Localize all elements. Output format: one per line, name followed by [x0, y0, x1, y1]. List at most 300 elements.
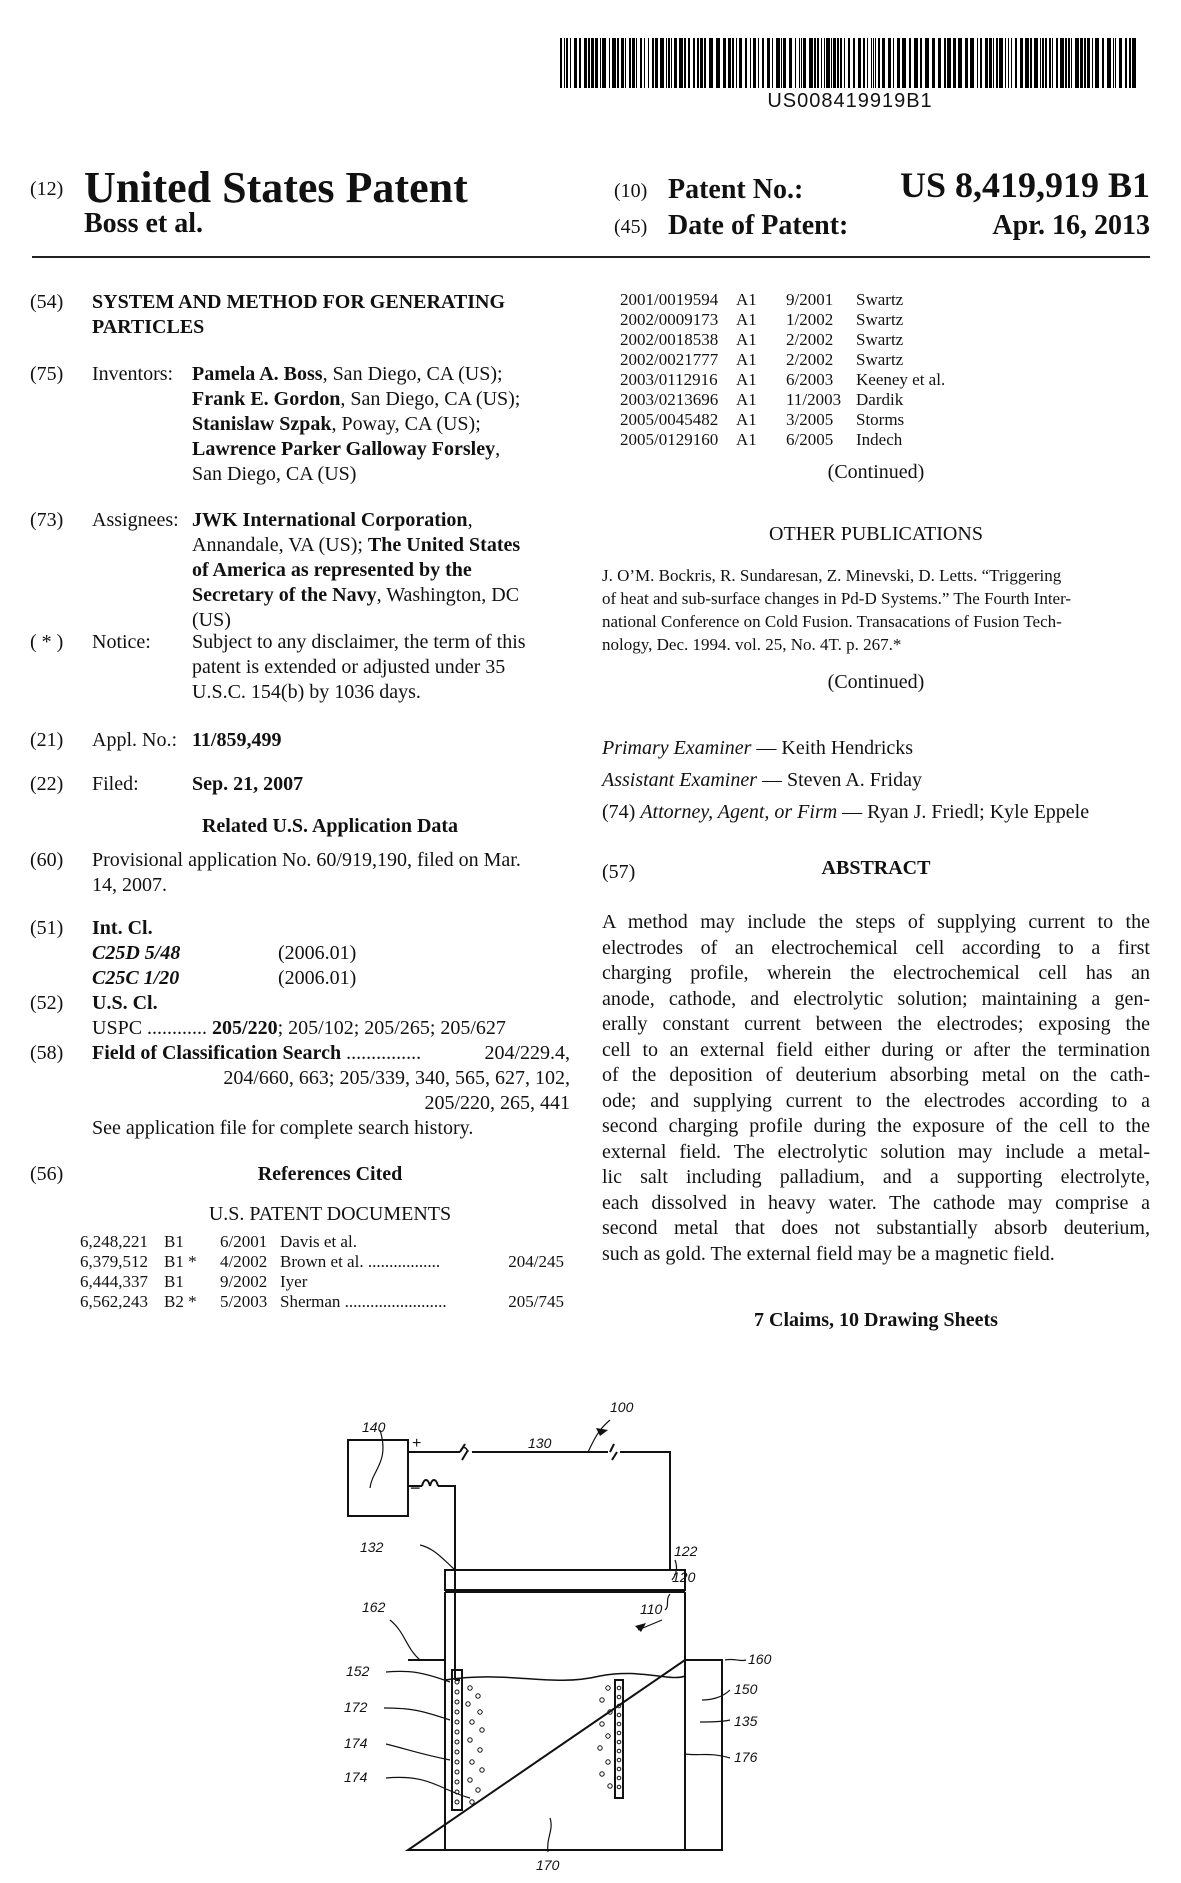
- patent-kind: B1 *: [164, 1252, 197, 1271]
- barcode-bar: [1052, 38, 1053, 88]
- deposit: [455, 1700, 459, 1704]
- ref-170: 170: [536, 1857, 560, 1870]
- barcode-bar: [1119, 38, 1122, 88]
- inventors-label: Inventors:: [92, 363, 174, 385]
- barcode-bar: [1042, 38, 1044, 88]
- ref-140: 140: [362, 1419, 386, 1435]
- barcode-bar: [704, 38, 706, 88]
- patent-number: 6,248,221: [80, 1232, 148, 1251]
- barcode-bar: [858, 38, 861, 88]
- inventors-list: [192, 362, 572, 487]
- assignee-location: Annandale, VA (US);: [192, 534, 368, 556]
- other-publication: [602, 564, 1150, 656]
- barcode-bar: [875, 38, 876, 88]
- barcode-bar: [985, 38, 988, 88]
- inventor-location: , Poway, CA (US);: [331, 413, 481, 435]
- deposit: [617, 1785, 621, 1789]
- abstract-line: second metal that does not substantially absorb deuterium,: [602, 1217, 1150, 1239]
- barcode-bar: [679, 38, 683, 88]
- barcode-bar: [693, 38, 695, 88]
- date-of-patent-label: Date of Patent:: [668, 210, 849, 241]
- barcode-bar: [644, 38, 645, 88]
- barcode-bar: [1102, 38, 1104, 88]
- provisional-text: [92, 848, 562, 898]
- attorney-label: Attorney, Agent, or Firm: [640, 801, 838, 823]
- field-search-note: See application file for complete search history.: [92, 1117, 474, 1139]
- ref-130: 130: [528, 1435, 552, 1451]
- uspc-dots: ............: [147, 1017, 208, 1039]
- field-search-dots: ...............: [346, 1042, 422, 1064]
- other-publication-line: national Conference on Cold Fusion. Transacations of Fusion Tech-: [602, 612, 1062, 631]
- abstract-line: such as gold. The external field may be a magnetic field.: [602, 1242, 1055, 1265]
- barcode-bar: [826, 38, 830, 88]
- barcode-bar: [814, 38, 816, 88]
- inventor-location: , San Diego, CA (US);: [322, 363, 503, 385]
- assignee-name: JWK International Corporation: [192, 509, 468, 531]
- barcode-bar: [1060, 38, 1064, 88]
- left-column: [30, 290, 570, 1390]
- reference-row: [80, 1232, 564, 1252]
- particle: [608, 1784, 612, 1788]
- ref-135: 135: [734, 1713, 758, 1729]
- deposit: [455, 1720, 459, 1724]
- barcode-bar: [844, 38, 845, 88]
- uspc-rest: ; 205/102; 205/265; 205/627: [277, 1017, 506, 1039]
- barcode-bar: [873, 38, 874, 88]
- publication-row: [620, 410, 1020, 430]
- barcode-bar: [1056, 38, 1058, 88]
- particle: [468, 1738, 472, 1742]
- reference-row: [80, 1252, 564, 1272]
- publication-date: 9/2001: [786, 290, 834, 309]
- appl-number: 11/859,499: [192, 729, 282, 751]
- barcode-bar: [750, 38, 751, 88]
- reference-row: [80, 1292, 564, 1312]
- barcode-bar: [772, 38, 773, 88]
- deposit: [617, 1749, 621, 1753]
- publication-number: 2002/0018538: [620, 330, 719, 349]
- abstract-line: ode; and supplying current to the electrodes according to a: [602, 1089, 1150, 1112]
- barcode-bar: [783, 38, 786, 88]
- other-publications-heading: OTHER PUBLICATIONS: [769, 523, 983, 545]
- barcode-bar: [1045, 38, 1047, 88]
- particle: [476, 1788, 480, 1792]
- barcode-bar: [999, 38, 1003, 88]
- date-of-patent: Apr. 16, 2013: [992, 210, 1150, 241]
- wire-break: [460, 1444, 468, 1460]
- liquid-level: [445, 1673, 685, 1680]
- ref-160: 160: [748, 1651, 772, 1667]
- barcode-bar: [871, 38, 872, 88]
- barcode-bar: [709, 38, 713, 88]
- barcode-bar: [958, 38, 962, 88]
- publication-number: 2005/0129160: [620, 430, 719, 449]
- barcode-bar: [584, 38, 587, 88]
- patent-number: 6,562,243: [80, 1292, 148, 1311]
- particle: [478, 1710, 482, 1714]
- barcode-bar: [909, 38, 911, 88]
- particle: [606, 1686, 610, 1690]
- barcode-bar: [609, 38, 610, 88]
- abstract-line: electrodes of an electrochemical cell according to a first: [602, 936, 1150, 959]
- barcode-bar: [728, 38, 731, 88]
- barcode-bar: [809, 38, 813, 88]
- field-search-label: Field of Classification Search: [92, 1042, 342, 1064]
- barcode-bar: [621, 38, 624, 88]
- patent-name: Brown et al. .................: [280, 1252, 441, 1271]
- barcode-bar: [1025, 38, 1029, 88]
- barcode: [560, 38, 1140, 88]
- continued-label: (Continued): [827, 461, 925, 483]
- publication-name: Swartz: [856, 290, 904, 309]
- assignee-name: The United States: [367, 534, 521, 556]
- inventor-name: Lawrence Parker Galloway Forsley: [192, 438, 496, 460]
- publication-number: 2002/0009173: [620, 310, 719, 329]
- barcode-bar: [920, 38, 922, 88]
- us-publication-table: [620, 290, 1020, 450]
- deposit: [617, 1722, 621, 1726]
- attorney-name: — Ryan J. Friedl; Kyle Eppele: [837, 801, 1090, 823]
- publication-row: [620, 350, 1020, 370]
- barcode-bar: [863, 38, 865, 88]
- patent-kind: B1: [164, 1272, 184, 1291]
- particle: [480, 1728, 484, 1732]
- barcode-bar: [801, 38, 802, 88]
- particle: [470, 1760, 474, 1764]
- uspc-label: USPC: [92, 1017, 143, 1039]
- invention-title-line: SYSTEM AND METHOD FOR GENERATING: [92, 291, 506, 313]
- deposit: [455, 1690, 459, 1694]
- assignees-list: [192, 508, 572, 633]
- barcode-bar: [579, 38, 581, 88]
- invention-title: [92, 290, 562, 340]
- inventor-location: ,: [495, 438, 501, 460]
- primary-examiner: [602, 736, 913, 761]
- barcode-bar: [893, 38, 894, 88]
- barcode-bar: [595, 38, 598, 88]
- filed-label: Filed:: [92, 773, 139, 795]
- code-45: (45): [614, 216, 648, 238]
- patent-kind: B1: [164, 1232, 184, 1251]
- publication-name: Indech: [856, 430, 903, 449]
- barcode-bar: [848, 38, 850, 88]
- patent-date: 6/2001: [220, 1232, 268, 1251]
- barcode-bar: [795, 38, 796, 88]
- barcode-bar: [970, 38, 974, 88]
- deposit: [617, 1731, 621, 1735]
- barcode-bar: [617, 38, 619, 88]
- barcode-bar: [1068, 38, 1070, 88]
- barcode-bar: [629, 38, 631, 88]
- particle: [468, 1686, 472, 1690]
- deposit: [455, 1760, 459, 1764]
- barcode-number: US008419919B1: [767, 90, 933, 112]
- barcode-bar: [1095, 38, 1099, 88]
- publication-number: 2003/0112916: [620, 370, 718, 389]
- publication-name: Keeney et al.: [856, 370, 946, 389]
- int-cl-code: (51): [30, 917, 64, 939]
- barcode-bar: [588, 38, 590, 88]
- barcode-bar: [636, 38, 637, 88]
- inventor-short: Boss et al.: [84, 208, 203, 239]
- patent-name: Sherman ........................: [280, 1292, 447, 1311]
- barcode-bar: [944, 38, 946, 88]
- barcode-bar: [564, 38, 565, 88]
- barcode-bar: [560, 38, 562, 88]
- power-supply: [348, 1440, 408, 1516]
- barcode-bar: [652, 38, 654, 88]
- particle: [480, 1768, 484, 1772]
- attorney-code: (74): [602, 801, 641, 823]
- barcode-bar: [789, 38, 792, 88]
- publication-date: 11/2003: [786, 390, 842, 409]
- barcode-bar: [882, 38, 885, 88]
- deposit: [455, 1770, 459, 1774]
- us-patent-table: [80, 1232, 564, 1312]
- title-code: (54): [30, 291, 64, 313]
- publication-name: Swartz: [856, 350, 904, 369]
- inventor-name: Pamela A. Boss: [192, 363, 323, 385]
- ref-172: 172: [344, 1699, 368, 1715]
- outer-container: [408, 1660, 722, 1850]
- publication-row: [620, 330, 1020, 350]
- ref-120: 120: [672, 1569, 696, 1585]
- publication-kind: A1: [736, 290, 757, 309]
- abstract-heading: ABSTRACT: [821, 857, 931, 879]
- barcode-bar: [762, 38, 764, 88]
- barcode-bar: [824, 38, 825, 88]
- primary-examiner-name: — Keith Hendricks: [751, 737, 914, 759]
- barcode-bar: [837, 38, 839, 88]
- deposit: [617, 1740, 621, 1744]
- publication-date: 1/2002: [786, 310, 834, 329]
- inner-container: [445, 1592, 685, 1850]
- barcode-bar: [566, 38, 568, 88]
- particle: [468, 1778, 472, 1782]
- barcode-bar: [739, 38, 742, 88]
- barcode-bar: [965, 38, 968, 88]
- inventor-name: Stanislaw Szpak: [192, 413, 332, 435]
- barcode-bar: [1129, 38, 1131, 88]
- publication-date: 6/2003: [786, 370, 834, 389]
- barcode-bar: [853, 38, 855, 88]
- us-cl-label: U.S. Cl.: [92, 992, 158, 1014]
- wire-130: [472, 1444, 670, 1570]
- particle: [476, 1694, 480, 1698]
- invention-title-line: PARTICLES: [92, 316, 205, 338]
- abstract-line: of the deposition of deuterium absorbing metal on the cath-: [602, 1064, 1150, 1086]
- deposit: [455, 1750, 459, 1754]
- barcode-bar: [655, 38, 658, 88]
- particle: [600, 1772, 604, 1776]
- patent-name: Davis et al.: [280, 1232, 357, 1251]
- barcode-bar: [1125, 38, 1127, 88]
- barcode-bar: [688, 38, 690, 88]
- barcode-bar: [1132, 38, 1136, 88]
- other-publication-line: nology, Dec. 1994. vol. 25, No. 4T. p. 267.*: [602, 635, 902, 654]
- deposit: [455, 1730, 459, 1734]
- particle: [478, 1748, 482, 1752]
- filed-code: (22): [30, 773, 64, 795]
- assignee-name: of America as represented by the: [192, 559, 472, 581]
- references-code: (56): [30, 1163, 64, 1185]
- barcode-bar: [821, 38, 822, 88]
- patent-no-label: Patent No.:: [668, 174, 804, 205]
- deposit: [455, 1800, 459, 1804]
- patent-kind: B2 *: [164, 1292, 197, 1311]
- particle: [470, 1800, 474, 1804]
- int-cl-label: Int. Cl.: [92, 917, 153, 939]
- publication-kind: A1: [736, 430, 757, 449]
- ref-162: 162: [362, 1599, 386, 1615]
- inventor-location: , San Diego, CA (US);: [340, 388, 521, 410]
- barcode-bar: [840, 38, 842, 88]
- publication-name: Swartz: [856, 330, 904, 349]
- particle: [470, 1720, 474, 1724]
- barcode-bar: [1113, 38, 1114, 88]
- barcode-bar: [878, 38, 880, 88]
- particle: [606, 1734, 610, 1738]
- particle: [466, 1702, 470, 1706]
- publication-date: 2/2002: [786, 350, 834, 369]
- deposit: [617, 1758, 621, 1762]
- barcode-bar: [1030, 38, 1032, 88]
- patent-class: 205/745: [508, 1292, 564, 1311]
- field-search-code: (58): [30, 1042, 64, 1064]
- publication-number: 2001/0019594: [620, 290, 719, 309]
- ref-132: 132: [360, 1539, 384, 1555]
- barcode-bar: [632, 38, 635, 88]
- code-12: (12): [30, 178, 64, 200]
- publication-kind: A1: [736, 330, 757, 349]
- barcode-bar: [1080, 38, 1083, 88]
- publication-kind: A1: [736, 390, 757, 409]
- publication-kind: A1: [736, 410, 757, 429]
- particle: [600, 1722, 604, 1726]
- assignees-code: (73): [30, 509, 64, 531]
- barcode-bar: [570, 38, 571, 88]
- field-search-value: 205/220, 265, 441: [424, 1092, 570, 1114]
- particle: [600, 1698, 604, 1702]
- publication-name: Dardik: [856, 390, 904, 409]
- ref-122: 122: [674, 1543, 698, 1559]
- ref-174: 174: [344, 1735, 368, 1751]
- plus-terminal: +: [412, 1435, 422, 1452]
- patent-name: Iyer: [280, 1272, 308, 1291]
- barcode-bar: [767, 38, 770, 88]
- abstract-code: (57): [602, 861, 636, 883]
- references-heading: References Cited: [257, 1163, 403, 1185]
- barcode-bar: [867, 38, 868, 88]
- us-cl-code: (52): [30, 992, 64, 1014]
- notice-line: U.S.C. 154(b) by 1036 days.: [192, 681, 421, 703]
- barcode-bar: [897, 38, 900, 88]
- barcode-bar: [612, 38, 616, 88]
- abstract-line: lic salt including palladium, and a supporting electrolyte,: [602, 1166, 1150, 1188]
- publication-row: [620, 390, 1020, 410]
- cell-lid: [445, 1570, 685, 1590]
- barcode-bar: [831, 38, 832, 88]
- publication-kind: A1: [736, 350, 757, 369]
- notice-line: patent is extended or adjusted under 35: [192, 656, 506, 678]
- abstract-line: charging profile, wherein the electrochemical cell has an: [602, 962, 1150, 984]
- barcode-bar: [736, 38, 737, 88]
- electrode-150: [615, 1680, 623, 1798]
- barcode-bar: [1107, 38, 1111, 88]
- reference-row: [80, 1272, 564, 1292]
- publication-name: Swartz: [856, 310, 904, 329]
- assistant-examiner-name: — Steven A. Friday: [757, 769, 922, 791]
- publication-kind: A1: [736, 370, 757, 389]
- barcode-bar: [1084, 38, 1086, 88]
- barcode-bar: [1075, 38, 1079, 88]
- publication-row: [620, 290, 1020, 310]
- barcode-bar: [591, 38, 594, 88]
- assignee-location: (US): [192, 609, 231, 631]
- continued-label: (Continued): [827, 671, 925, 693]
- inventor-name: Frank E. Gordon: [192, 388, 341, 410]
- abstract-line: A method may include the steps of supplying current to the: [602, 911, 1150, 933]
- barcode-bar: [803, 38, 806, 88]
- barcode-bar: [1087, 38, 1090, 88]
- publication-row: [620, 310, 1020, 330]
- primary-examiner-label: Primary Examiner: [602, 737, 752, 759]
- ref-110: 110: [640, 1601, 663, 1617]
- barcode-bar: [753, 38, 756, 88]
- publication-row: [620, 370, 1020, 390]
- barcode-bar: [925, 38, 929, 88]
- int-cl-version: (2006.01): [278, 967, 357, 989]
- field-search-value: 204/229.4,: [484, 1042, 570, 1064]
- patent-date: 4/2002: [220, 1252, 268, 1271]
- barcode-bar: [953, 38, 956, 88]
- barcode-bar: [1092, 38, 1093, 88]
- provisional-line: 14, 2007.: [92, 874, 167, 896]
- barcode-bar: [1071, 38, 1072, 88]
- deposit: [617, 1686, 621, 1690]
- header-divider: [32, 256, 1150, 258]
- barcode-bar: [1011, 38, 1012, 88]
- ref-150: 150: [734, 1681, 758, 1697]
- appl-label: Appl. No.:: [92, 729, 177, 751]
- minus-terminal: −: [410, 1478, 421, 1498]
- assignee-name: Secretary of the Navy: [192, 584, 377, 606]
- publication-date: 6/2005: [786, 430, 834, 449]
- inventors-code: (75): [30, 363, 64, 385]
- barcode-bar: [745, 38, 747, 88]
- deposit: [455, 1740, 459, 1744]
- ref-152: 152: [346, 1663, 370, 1679]
- claims-summary: 7 Claims, 10 Drawing Sheets: [754, 1309, 998, 1331]
- ref-100: 100: [610, 1399, 634, 1415]
- assistant-examiner: [602, 768, 922, 793]
- barcode-bar: [993, 38, 994, 88]
- barcode-bar: [914, 38, 918, 88]
- barcode-bar: [996, 38, 998, 88]
- uspc-line: [92, 1016, 506, 1041]
- int-cl-version: (2006.01): [278, 942, 357, 964]
- representative-figure: [310, 1370, 830, 1870]
- assignees-label: Assignees:: [92, 509, 179, 531]
- notice-code: ( * ): [30, 631, 64, 653]
- publication-number: 2002/0021777: [620, 350, 719, 369]
- publication-row: [620, 430, 1020, 450]
- barcode-bar: [977, 38, 978, 88]
- particle: [598, 1746, 602, 1750]
- barcode-bar: [1040, 38, 1041, 88]
- ref-174: 174: [344, 1769, 368, 1785]
- right-column: [602, 460, 1150, 1360]
